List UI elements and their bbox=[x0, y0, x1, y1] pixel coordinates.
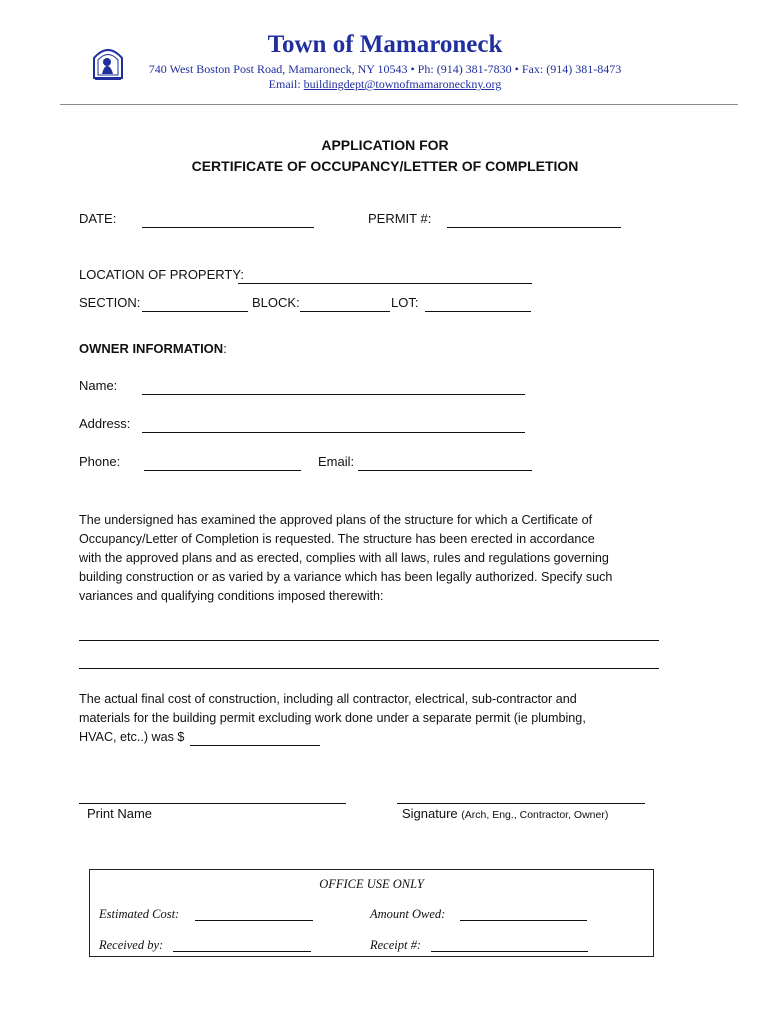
statement-line: The undersigned has examined the approved plans of the structure for which a Certificate of bbox=[79, 513, 593, 527]
construction-cost-field[interactable] bbox=[190, 745, 320, 746]
signature-note: (Arch, Eng., Contractor, Owner) bbox=[461, 809, 609, 821]
receipt-number-label: Receipt #: bbox=[370, 938, 422, 952]
block-label: BLOCK: bbox=[252, 295, 300, 310]
statement-line: with the approved plans and as erected, complies with all laws, rules and regulations governing bbox=[79, 551, 609, 565]
receipt-number-field[interactable] bbox=[431, 951, 588, 952]
estimated-cost-label: Estimated Cost: bbox=[99, 907, 180, 921]
email-link[interactable]: buildingdept@townofmamaroneckny.org bbox=[303, 77, 502, 91]
amount-owed-field[interactable] bbox=[460, 920, 587, 921]
address-label: Address: bbox=[79, 416, 131, 431]
signature-line[interactable] bbox=[397, 803, 645, 804]
form-title-line1: APPLICATION FOR bbox=[321, 137, 449, 153]
location-label: LOCATION OF PROPERTY: bbox=[79, 267, 244, 282]
permit-label: PERMIT #: bbox=[368, 211, 432, 226]
cost-paragraph bbox=[79, 690, 679, 747]
statement-paragraph bbox=[79, 511, 679, 606]
owner-phone-field[interactable] bbox=[144, 470, 301, 471]
cost-line: The actual final cost of construction, including all contractor, electrical, sub-contractor and bbox=[79, 692, 577, 706]
cost-line: HVAC, etc..) was $ bbox=[79, 730, 185, 744]
owner-address-field[interactable] bbox=[142, 432, 525, 433]
town-address: 740 West Boston Post Road, Mamaroneck, NY 10543 • Ph: (914) 381-7830 • Fax: (914) 381-8473 bbox=[148, 62, 622, 76]
signature-label: Signature (Arch, Eng., Contractor, Owner) bbox=[402, 806, 609, 821]
town-name: Town of Mamaroneck bbox=[267, 31, 503, 58]
permit-number-field[interactable] bbox=[447, 227, 621, 228]
amount-owed-label: Amount Owed: bbox=[370, 907, 446, 921]
block-field[interactable] bbox=[300, 311, 390, 312]
owner-email-label: Email: bbox=[318, 454, 355, 469]
phone-label: Phone: bbox=[79, 454, 121, 469]
lot-label: LOT: bbox=[391, 295, 419, 310]
location-field[interactable] bbox=[238, 283, 532, 284]
date-label: DATE: bbox=[79, 211, 117, 226]
section-label: SECTION: bbox=[79, 295, 141, 310]
header-divider bbox=[60, 104, 738, 105]
section-field[interactable] bbox=[142, 311, 248, 312]
form-title-line2: CERTIFICATE OF OCCUPANCY/LETTER OF COMPLETION bbox=[191, 158, 579, 174]
variance-line-2[interactable] bbox=[79, 668, 659, 669]
print-name-line[interactable] bbox=[79, 803, 346, 804]
variance-line-1[interactable] bbox=[79, 640, 659, 641]
statement-line: Occupancy/Letter of Completion is requested. The structure has been erected in accordance bbox=[79, 532, 595, 546]
print-name-label: Print Name bbox=[87, 806, 153, 821]
name-label: Name: bbox=[79, 378, 118, 393]
lot-field[interactable] bbox=[425, 311, 531, 312]
email-label: Email: bbox=[268, 77, 304, 91]
office-use-title: OFFICE USE ONLY bbox=[319, 877, 424, 891]
town-email-line bbox=[0, 77, 770, 92]
estimated-cost-field[interactable] bbox=[195, 920, 313, 921]
cost-line: materials for the building permit excluding work done under a separate permit (ie plumbing, bbox=[79, 711, 586, 725]
received-by-field[interactable] bbox=[173, 951, 311, 952]
received-by-label: Received by: bbox=[99, 938, 164, 952]
statement-line: variances and qualifying conditions imposed therewith: bbox=[79, 589, 384, 603]
owner-information-heading: OWNER INFORMATION: bbox=[79, 341, 227, 356]
statement-line: building construction or as varied by a variance which has been legally authorized. Specify such bbox=[79, 570, 613, 584]
owner-email-field[interactable] bbox=[358, 470, 532, 471]
date-field[interactable] bbox=[142, 227, 314, 228]
owner-name-field[interactable] bbox=[142, 394, 525, 395]
